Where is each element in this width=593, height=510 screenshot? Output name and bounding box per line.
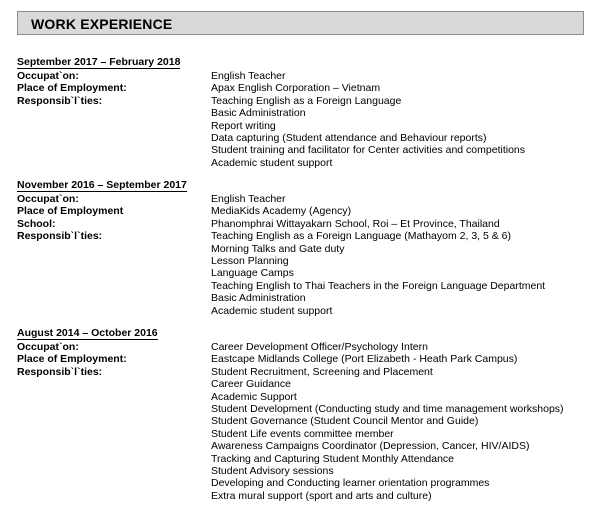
row-label: Place of Employment: [17,353,127,366]
responsibility-item: Lesson Planning [211,255,289,267]
row-label: Place of Employment: [17,82,127,95]
row-label: Responsib`l`ties: [17,365,103,378]
responsibility-item: Student Advisory sessions [211,464,334,477]
job-entry-2 [17,175,587,317]
responsibility-item: Academic student support [211,156,333,169]
responsibility-item: Teaching English as a Foreign Language (Mathayom 2, 3, 5 & 6) [211,230,512,243]
row-label: School: [17,217,56,230]
responsibility-item: Student Life events committee member [211,427,394,440]
row-values [211,82,587,94]
job-row-employer [17,353,587,365]
row-value: Apax English Corporation – Vietnam [211,82,381,95]
job-row-employer [17,205,587,217]
row-value: Phanomphrai Wittayakarn School, Roi – Et Province, Thailand [211,217,500,230]
responsibility-item: Teaching English as a Foreign Language [211,94,402,107]
row-value: MediaKids Academy (Agency) [211,205,352,218]
row-value: Eastcape Midlands College (Port Elizabeth - Heath Park Campus) [211,353,518,366]
job-row-responsibilities [17,366,587,502]
responsibility-item: Student Recruitment, Screening and Placement [211,365,433,378]
job-row-occupation [17,70,587,82]
row-values [211,366,587,502]
responsibility-item: Language Camps [211,267,294,280]
responsibility-item: Report writing [211,119,276,132]
responsibility-item: Teaching English to Thai Teachers in the Foreign Language Department [211,279,546,292]
job-dates: November 2016 – September 2017 [17,179,187,191]
responsibility-item: Student Governance (Student Council Mentor and Guide) [211,415,479,428]
row-value: Career Development Officer/Psychology Intern [211,341,428,353]
row-label: Occupat`on: [17,193,79,205]
job-row-responsibilities [17,95,587,169]
row-value: English Teacher [211,70,286,82]
row-values [211,95,587,169]
section-header-work-experience [17,11,584,35]
row-label: Occupat`on: [17,341,79,353]
row-values [211,205,587,217]
responsibility-item: Basic Administration [211,107,306,120]
responsibility-item: Academic Support [211,390,297,403]
row-label: Occupat`on: [17,70,79,82]
responsibility-item: Developing and Conducting learner orientation programmes [211,477,490,490]
row-label: Responsib`l`ties: [17,230,103,243]
row-values [211,70,587,82]
row-values [211,353,587,365]
responsibility-item: Academic student support [211,304,333,317]
responsibility-item: Student training and facilitator for Center activities and competitions [211,144,526,157]
job-entry-3 [17,323,587,502]
row-values [211,230,587,317]
job-entry-1 [17,52,587,169]
job-dates: August 2014 – October 2016 [17,327,158,339]
job-row-occupation [17,341,587,353]
responsibility-item: Awareness Campaigns Coordinator (Depression, Cancer, HIV/AIDS) [211,440,530,453]
job-row-school [17,218,587,230]
responsibility-item: Career Guidance [211,378,291,391]
responsibility-item: Basic Administration [211,292,306,305]
row-label: Responsib`l`ties: [17,94,103,107]
responsibility-item: Tracking and Capturing Student Monthly Attendance [211,452,455,465]
row-values [211,218,587,230]
section-title: WORK EXPERIENCE [31,16,173,32]
row-value: English Teacher [211,193,286,205]
responsibility-item: Morning Talks and Gate duty [211,242,345,255]
row-label: Place of Employment [17,205,124,218]
responsibility-item: Data capturing (Student attendance and Behaviour reports) [211,131,487,144]
job-dates: September 2017 – February 2018 [17,56,181,68]
row-values [211,341,587,353]
job-row-occupation [17,193,587,205]
row-values [211,193,587,205]
responsibility-item: Student Development (Conducting study and time management workshops) [211,402,564,415]
job-row-employer [17,82,587,94]
job-row-responsibilities [17,230,587,317]
responsibility-item: Extra mural support (sport and arts and culture) [211,489,432,502]
